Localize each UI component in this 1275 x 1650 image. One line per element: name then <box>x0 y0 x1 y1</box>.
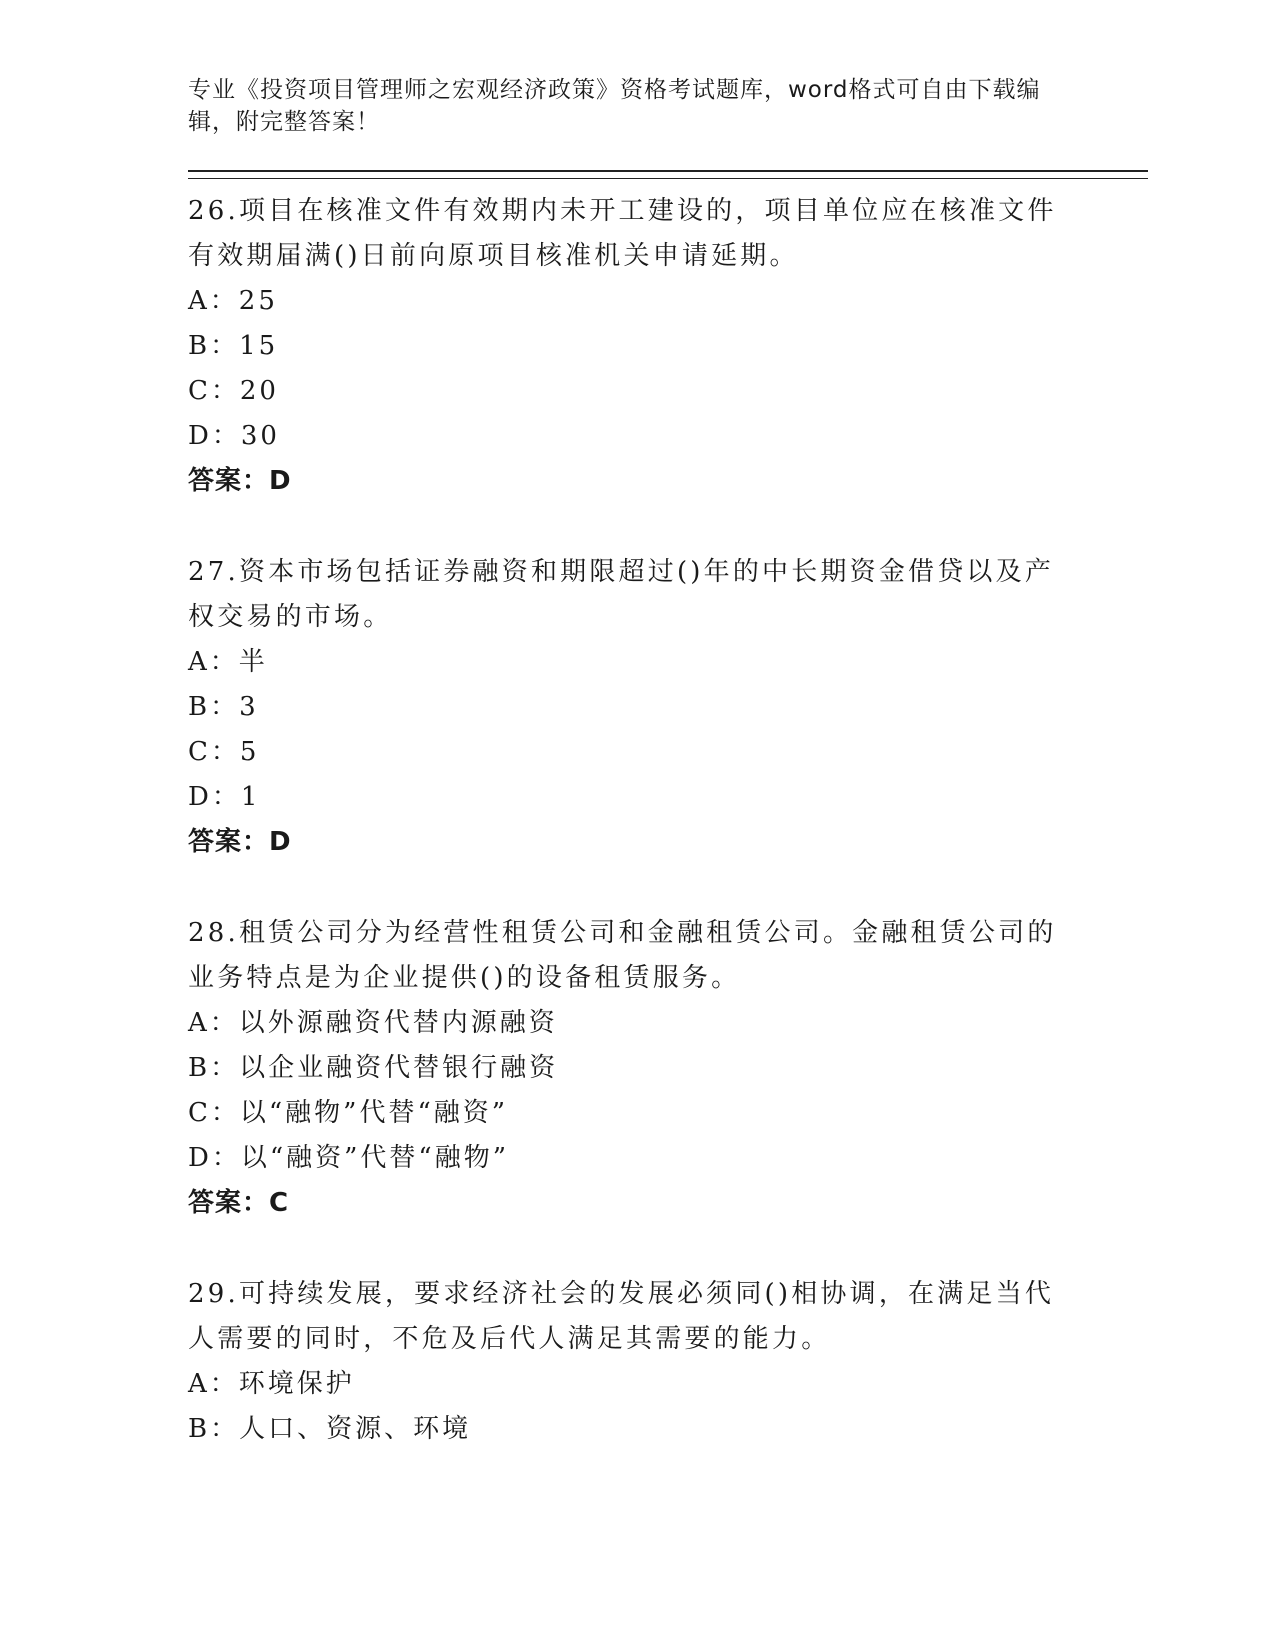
answer: 答案：D <box>188 466 292 496</box>
answer: 答案：D <box>188 827 292 857</box>
question-text: 27.资本市场包括证券融资和期限超过()年的中长期资金借贷以及产权交易的市场。 <box>188 557 1055 632</box>
option-c: C：以“融物”代替“融资” <box>188 1098 509 1128</box>
option-a: A：环境保护 <box>188 1369 355 1399</box>
header-divider <box>188 170 1148 179</box>
document-header: 专业《投资项目管理师之宏观经济政策》资格考试题库，word格式可自由下载编辑，附完整答案！ <box>188 77 1041 135</box>
question-26 <box>188 189 1148 504</box>
option-d: D：以“融资”代替“融物” <box>188 1143 510 1173</box>
option-c: C：20 <box>188 376 279 406</box>
option-a: A：以外源融资代替内源融资 <box>188 1008 558 1038</box>
option-b: B：3 <box>188 692 259 722</box>
option-b: B：15 <box>188 331 279 361</box>
option-b: B：以企业融资代替银行融资 <box>188 1053 559 1083</box>
option-a: A：半 <box>188 647 268 677</box>
question-text: 26.项目在核准文件有效期内未开工建设的，项目单位应在核准文件有效期届满()日前向原项目核准机关申请延期。 <box>188 196 1057 271</box>
option-d: D：1 <box>188 782 261 812</box>
question-text: 28.租赁公司分为经营性租赁公司和金融租赁公司。金融租赁公司的业务特点是为企业提供()的设备租赁服务。 <box>188 918 1057 993</box>
question-27 <box>188 550 1148 865</box>
question-28 <box>188 911 1148 1226</box>
option-c: C：5 <box>188 737 260 767</box>
question-text: 29.可持续发展，要求经济社会的发展必须同()相协调，在满足当代人需要的同时，不危及后代人满足其需要的能力。 <box>188 1279 1055 1354</box>
option-b: B：人口、资源、环境 <box>188 1414 472 1444</box>
question-29 <box>188 1272 1148 1452</box>
option-a: A：25 <box>188 286 278 316</box>
option-d: D：30 <box>188 421 280 451</box>
answer: 答案：C <box>188 1188 290 1218</box>
document-page <box>188 74 1148 1452</box>
